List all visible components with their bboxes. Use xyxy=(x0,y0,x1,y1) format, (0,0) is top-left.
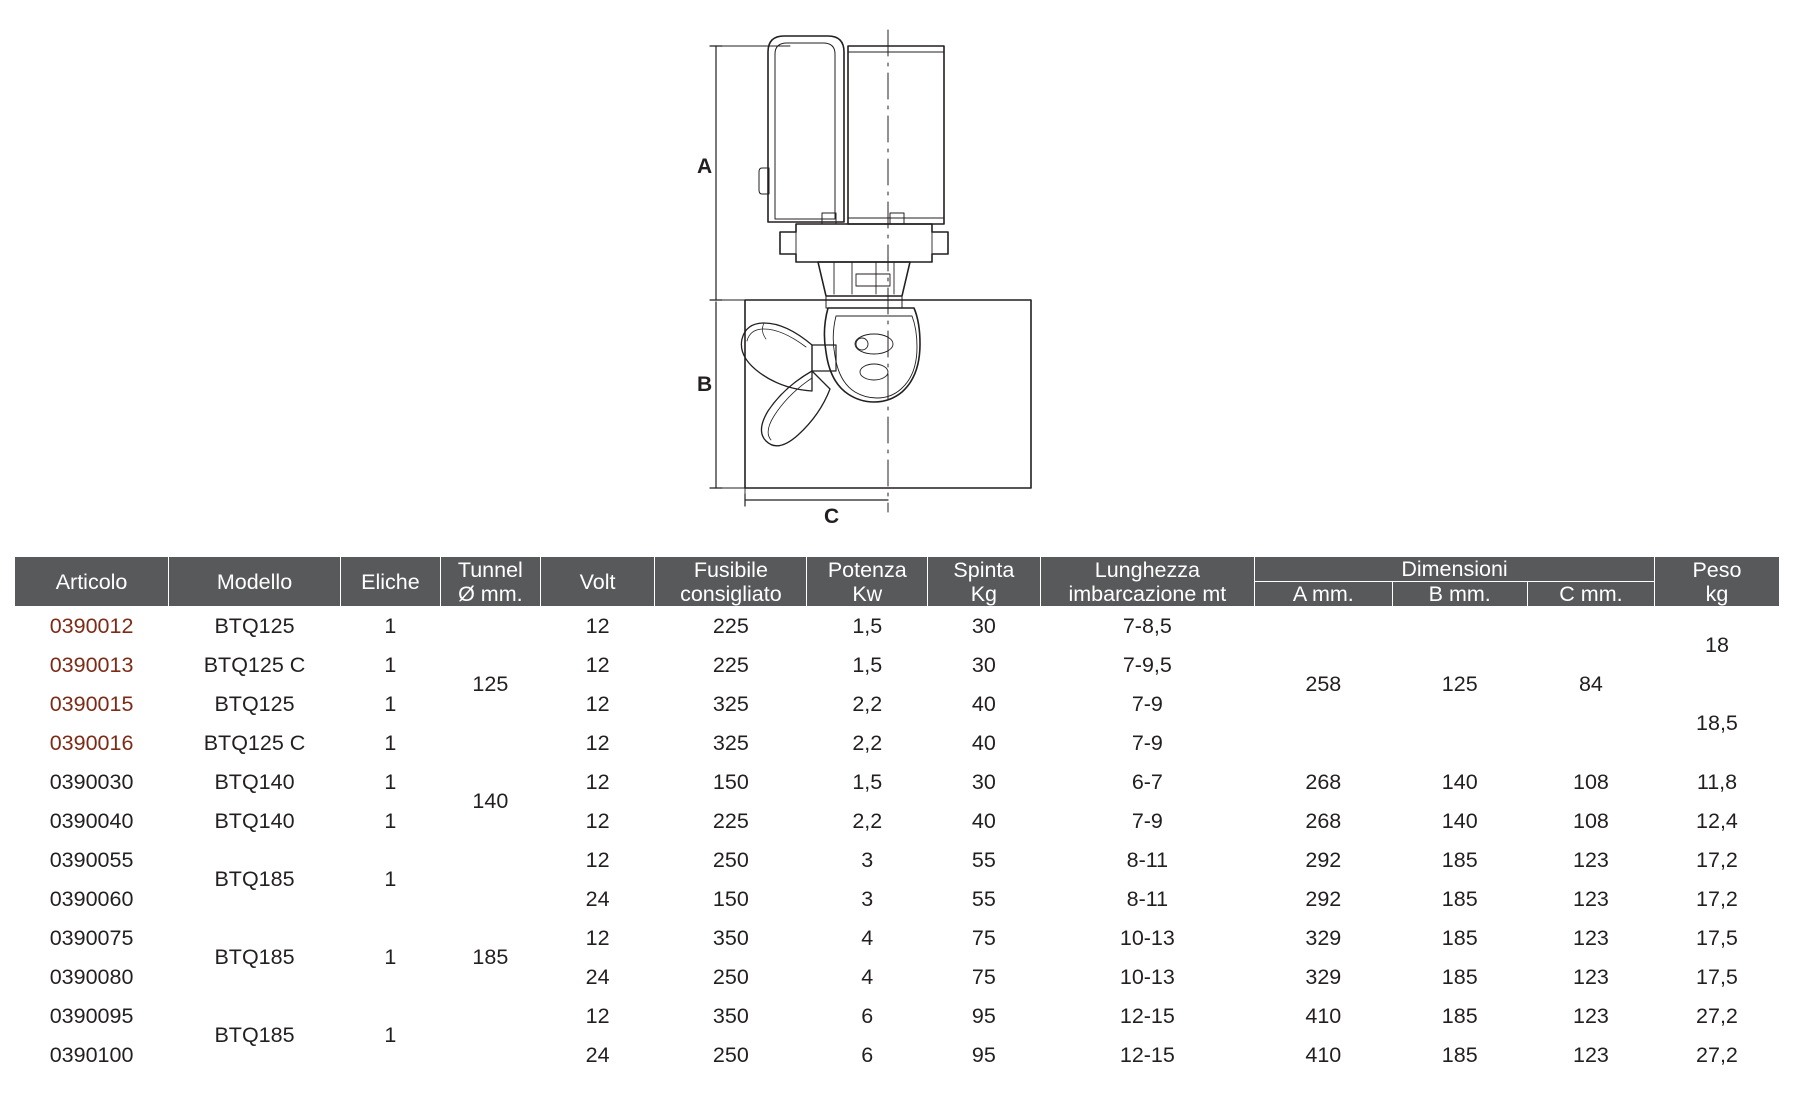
cell-articolo: 0390095 xyxy=(15,997,169,1036)
table-row xyxy=(15,997,1780,1036)
cell-dim-a: 258 xyxy=(1255,607,1392,763)
table-body xyxy=(15,607,1780,1075)
cell-peso: 17,2 xyxy=(1654,880,1779,919)
cell-eliche: 1 xyxy=(340,802,440,841)
cell-fusibile: 225 xyxy=(655,607,807,646)
cell-volt: 12 xyxy=(540,646,655,685)
cell-articolo: 0390030 xyxy=(15,763,169,802)
cell-volt: 12 xyxy=(540,919,655,958)
cell-peso: 18,5 xyxy=(1654,685,1779,763)
header-volt: Volt xyxy=(540,557,655,607)
cell-dim-b: 185 xyxy=(1392,997,1527,1036)
cell-peso: 18 xyxy=(1654,607,1779,685)
header-tunnel-line1: Tunnel xyxy=(457,557,523,582)
cell-peso: 11,8 xyxy=(1654,763,1779,802)
cell-potenza: 1,5 xyxy=(807,646,928,685)
cell-potenza: 1,5 xyxy=(807,763,928,802)
header-potenza-line1: Potenza xyxy=(827,557,907,582)
cell-dim-a: 292 xyxy=(1255,880,1392,919)
cell-modello: BTQ185 xyxy=(169,919,341,997)
cell-fusibile: 225 xyxy=(655,802,807,841)
cell-spinta: 75 xyxy=(928,919,1040,958)
cell-potenza: 6 xyxy=(807,1036,928,1075)
cell-modello: BTQ140 xyxy=(169,802,341,841)
cell-spinta: 40 xyxy=(928,802,1040,841)
cell-spinta: 40 xyxy=(928,724,1040,763)
cell-dim-b: 185 xyxy=(1392,1036,1527,1075)
cell-lunghezza: 12-15 xyxy=(1040,997,1255,1036)
cell-volt: 12 xyxy=(540,802,655,841)
cell-spinta: 30 xyxy=(928,763,1040,802)
header-spinta-line2: Kg xyxy=(970,581,998,606)
cell-fusibile: 150 xyxy=(655,763,807,802)
cell-eliche: 1 xyxy=(340,763,440,802)
cell-eliche: 1 xyxy=(340,607,440,646)
cell-dim-b: 185 xyxy=(1392,880,1527,919)
cell-articolo: 0390080 xyxy=(15,958,169,997)
cell-lunghezza: 7-8,5 xyxy=(1040,607,1255,646)
cell-eliche: 1 xyxy=(340,841,440,919)
cell-dim-c: 123 xyxy=(1527,1036,1654,1075)
cell-articolo: 0390075 xyxy=(15,919,169,958)
cell-dim-c: 84 xyxy=(1527,607,1654,763)
cell-dim-b: 140 xyxy=(1392,802,1527,841)
cell-tunnel: 185 xyxy=(440,841,540,1075)
cell-eliche: 1 xyxy=(340,685,440,724)
cell-fusibile: 250 xyxy=(655,958,807,997)
header-peso-line2: kg xyxy=(1705,581,1729,606)
cell-dim-a: 410 xyxy=(1255,997,1392,1036)
header-peso-line1: Peso xyxy=(1692,557,1742,582)
cell-dim-c: 123 xyxy=(1527,841,1654,880)
header-dimensioni: Dimensioni xyxy=(1255,557,1655,582)
cell-modello: BTQ125 C xyxy=(169,646,341,685)
cell-dim-b: 185 xyxy=(1392,919,1527,958)
cell-articolo: 0390012 xyxy=(15,607,169,646)
cell-fusibile: 250 xyxy=(655,1036,807,1075)
header-lunghezza xyxy=(1040,557,1255,607)
cell-volt: 24 xyxy=(540,880,655,919)
header-lunghezza-line1: Lunghezza xyxy=(1094,557,1200,582)
table-row xyxy=(15,919,1780,958)
cell-volt: 12 xyxy=(540,997,655,1036)
header-modello: Modello xyxy=(169,557,341,607)
cell-spinta: 30 xyxy=(928,607,1040,646)
cell-fusibile: 250 xyxy=(655,841,807,880)
cell-fusibile: 350 xyxy=(655,919,807,958)
table-header-row-1 xyxy=(15,557,1780,582)
product-technical-drawing xyxy=(0,0,1793,545)
cell-dim-b: 140 xyxy=(1392,763,1527,802)
cell-fusibile: 225 xyxy=(655,646,807,685)
cell-spinta: 40 xyxy=(928,685,1040,724)
cell-volt: 24 xyxy=(540,958,655,997)
cell-peso: 17,2 xyxy=(1654,841,1779,880)
cell-eliche: 1 xyxy=(340,919,440,997)
cell-lunghezza: 6-7 xyxy=(1040,763,1255,802)
header-tunnel xyxy=(440,557,540,607)
cell-dim-a: 329 xyxy=(1255,919,1392,958)
cell-peso: 12,4 xyxy=(1654,802,1779,841)
cell-dim-a: 292 xyxy=(1255,841,1392,880)
table-header xyxy=(15,557,1780,607)
cell-modello: BTQ125 C xyxy=(169,724,341,763)
cell-lunghezza: 10-13 xyxy=(1040,919,1255,958)
cell-modello: BTQ185 xyxy=(169,841,341,919)
cell-eliche: 1 xyxy=(340,724,440,763)
cell-modello: BTQ140 xyxy=(169,763,341,802)
cell-dim-c: 123 xyxy=(1527,919,1654,958)
header-dim-c: C mm. xyxy=(1527,582,1654,607)
cell-articolo: 0390055 xyxy=(15,841,169,880)
cell-dim-b: 125 xyxy=(1392,607,1527,763)
header-tunnel-line2: Ø mm. xyxy=(458,581,523,606)
cell-dim-a: 268 xyxy=(1255,763,1392,802)
cell-volt: 12 xyxy=(540,841,655,880)
dimension-label-b: B xyxy=(697,373,713,396)
dimension-label-a: A xyxy=(697,155,713,178)
cell-volt: 24 xyxy=(540,1036,655,1075)
table-row xyxy=(15,802,1780,841)
cell-potenza: 1,5 xyxy=(807,607,928,646)
cell-fusibile: 150 xyxy=(655,880,807,919)
header-dim-b: B mm. xyxy=(1392,582,1527,607)
cell-spinta: 55 xyxy=(928,841,1040,880)
cell-dim-c: 108 xyxy=(1527,763,1654,802)
cell-eliche: 1 xyxy=(340,997,440,1075)
header-eliche: Eliche xyxy=(340,557,440,607)
cell-lunghezza: 7-9 xyxy=(1040,685,1255,724)
cell-potenza: 2,2 xyxy=(807,685,928,724)
cell-lunghezza: 7-9 xyxy=(1040,802,1255,841)
cell-volt: 12 xyxy=(540,724,655,763)
header-potenza xyxy=(807,557,928,607)
specifications-table-wrapper xyxy=(14,556,1780,1075)
cell-spinta: 55 xyxy=(928,880,1040,919)
cell-lunghezza: 12-15 xyxy=(1040,1036,1255,1075)
cell-potenza: 3 xyxy=(807,880,928,919)
header-lunghezza-line2: imbarcazione mt xyxy=(1068,581,1227,606)
header-dim-a: A mm. xyxy=(1255,582,1392,607)
cell-lunghezza: 10-13 xyxy=(1040,958,1255,997)
cell-dim-c: 123 xyxy=(1527,880,1654,919)
cell-articolo: 0390013 xyxy=(15,646,169,685)
cell-potenza: 2,2 xyxy=(807,802,928,841)
header-spinta-line1: Spinta xyxy=(953,557,1015,582)
cell-modello: BTQ125 xyxy=(169,685,341,724)
cell-potenza: 4 xyxy=(807,958,928,997)
cell-potenza: 4 xyxy=(807,919,928,958)
header-potenza-line2: Kw xyxy=(852,581,883,606)
cell-articolo: 0390015 xyxy=(15,685,169,724)
cell-potenza: 6 xyxy=(807,997,928,1036)
cell-modello: BTQ185 xyxy=(169,997,341,1075)
cell-potenza: 2,2 xyxy=(807,724,928,763)
cell-fusibile: 350 xyxy=(655,997,807,1036)
cell-dim-a: 268 xyxy=(1255,802,1392,841)
table-row xyxy=(15,763,1780,802)
cell-peso: 27,2 xyxy=(1654,997,1779,1036)
cell-fusibile: 325 xyxy=(655,685,807,724)
cell-articolo: 0390040 xyxy=(15,802,169,841)
cell-dim-b: 185 xyxy=(1392,958,1527,997)
header-spinta xyxy=(928,557,1040,607)
cell-dim-a: 410 xyxy=(1255,1036,1392,1075)
cell-articolo: 0390060 xyxy=(15,880,169,919)
cell-dim-c: 123 xyxy=(1527,997,1654,1036)
cell-lunghezza: 7-9,5 xyxy=(1040,646,1255,685)
cell-fusibile: 325 xyxy=(655,724,807,763)
cell-volt: 12 xyxy=(540,607,655,646)
cell-lunghezza: 8-11 xyxy=(1040,841,1255,880)
table-row xyxy=(15,841,1780,880)
dimension-label-c: C xyxy=(824,505,840,528)
cell-potenza: 3 xyxy=(807,841,928,880)
cell-peso: 27,2 xyxy=(1654,1036,1779,1075)
cell-spinta: 95 xyxy=(928,997,1040,1036)
cell-modello: BTQ125 xyxy=(169,607,341,646)
thruster-drawing-svg xyxy=(0,0,1793,545)
cell-dim-a: 329 xyxy=(1255,958,1392,997)
cell-dim-b: 185 xyxy=(1392,841,1527,880)
cell-eliche: 1 xyxy=(340,646,440,685)
cell-articolo: 0390016 xyxy=(15,724,169,763)
table-row xyxy=(15,607,1780,646)
specifications-table xyxy=(14,556,1780,1075)
cell-volt: 12 xyxy=(540,763,655,802)
cell-tunnel: 140 xyxy=(440,763,540,841)
cell-peso: 17,5 xyxy=(1654,958,1779,997)
cell-lunghezza: 8-11 xyxy=(1040,880,1255,919)
header-articolo: Articolo xyxy=(15,557,169,607)
cell-spinta: 95 xyxy=(928,1036,1040,1075)
header-peso xyxy=(1654,557,1779,607)
cell-dim-c: 123 xyxy=(1527,958,1654,997)
cell-articolo: 0390100 xyxy=(15,1036,169,1075)
cell-tunnel: 125 xyxy=(440,607,540,763)
cell-volt: 12 xyxy=(540,685,655,724)
header-fusibile-line2: consigliato xyxy=(680,581,782,606)
cell-peso: 17,5 xyxy=(1654,919,1779,958)
header-fusibile xyxy=(655,557,807,607)
cell-lunghezza: 7-9 xyxy=(1040,724,1255,763)
header-fusibile-line1: Fusibile xyxy=(693,557,768,582)
cell-dim-c: 108 xyxy=(1527,802,1654,841)
cell-spinta: 75 xyxy=(928,958,1040,997)
cell-spinta: 30 xyxy=(928,646,1040,685)
